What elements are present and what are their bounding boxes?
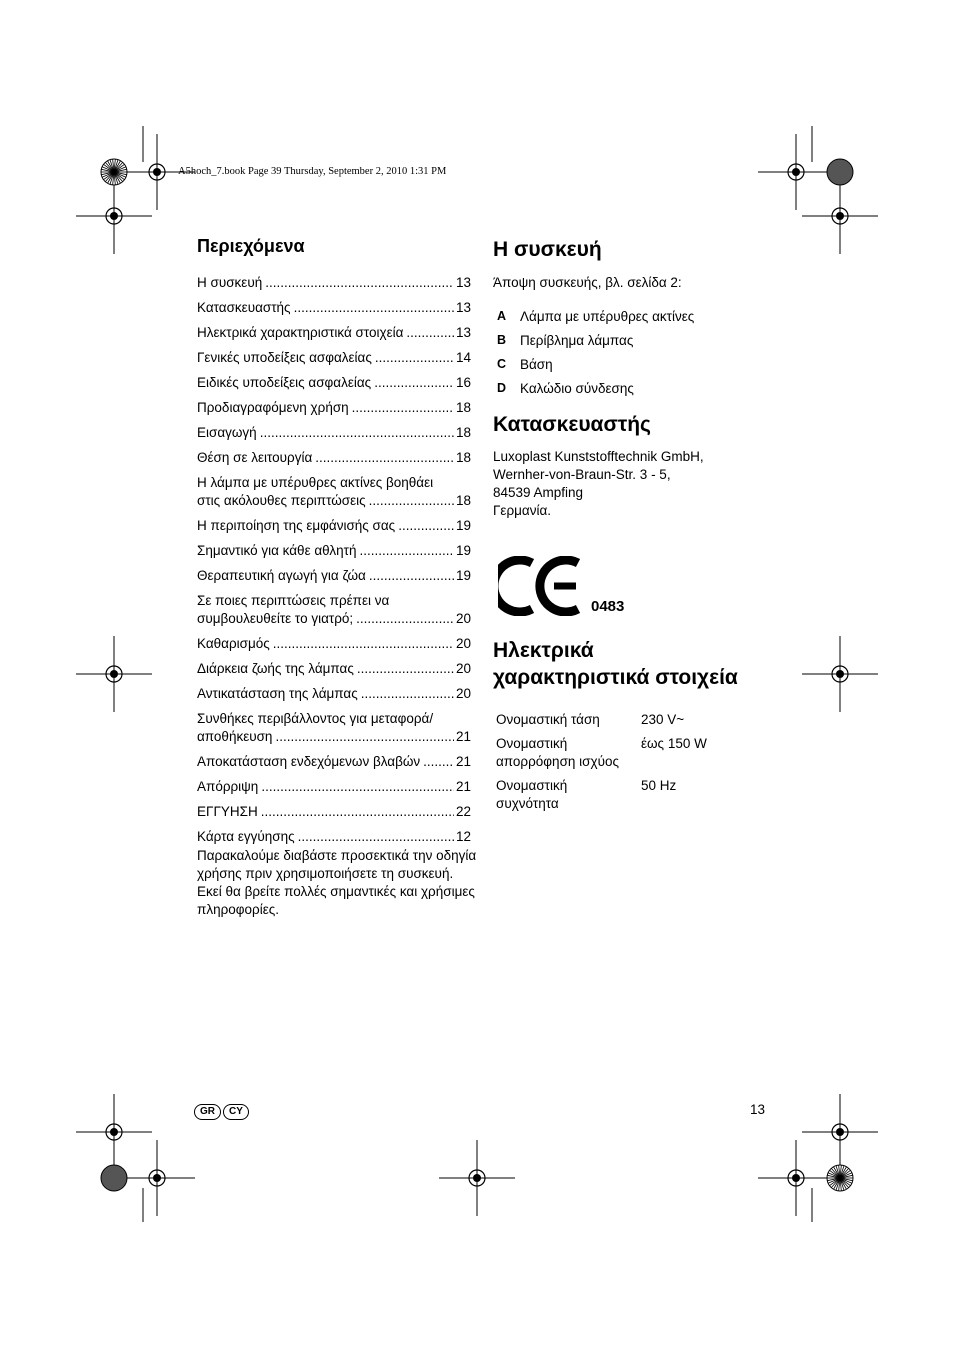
toc-entry <box>197 567 471 585</box>
ce-mark-icon <box>498 556 586 616</box>
spec-name: Ονομαστική τάση <box>496 712 600 727</box>
part-label: Καλώδιο σύνδεσης <box>520 380 634 396</box>
toc-entry <box>197 474 471 510</box>
toc-leader-dots <box>315 449 454 467</box>
toc-page-number: 12 <box>455 829 471 844</box>
spec-name: Ονομαστική συχνότητα <box>496 778 568 811</box>
toc-entry-text: Διάρκεια ζωής της λάμπας <box>197 661 354 676</box>
toc-entry <box>197 828 471 846</box>
part-letter: C <box>497 357 507 371</box>
part-item <box>497 376 694 400</box>
specs-table <box>496 711 707 819</box>
toc-entry-text: Γενικές υποδείξεις ασφαλείας <box>197 350 372 365</box>
toc-page-number: 16 <box>455 375 471 390</box>
spec-value: έως 150 W <box>641 736 707 751</box>
toc-page-number: 21 <box>455 729 471 744</box>
spec-name: Ονομαστική απορρόφηση ισχύος <box>496 736 619 769</box>
toc-entry <box>197 803 471 821</box>
print-header-stamp: A5hoch_7.book Page 39 Thursday, September 2, 2010 1:31 PM <box>178 166 447 177</box>
toc-entry-text: αποθήκευση <box>197 729 273 744</box>
toc-page-number: 18 <box>455 400 471 415</box>
toc-entry <box>197 710 471 746</box>
address-line: 84539 Ampfing <box>493 485 584 500</box>
toc-leader-dots <box>361 685 454 703</box>
toc-leader-dots <box>374 374 454 392</box>
intro-note: Παρακαλούμε διαβάστε προσεκτικά την οδηγία χρήσης πριν χρησιμοποιήσετε τη συσκευή. Εκεί θα βρείτε πολλές σημαντικές και χρήσιμες πληροφορίες. <box>197 848 477 917</box>
toc-entry-text: Προδιαγραφόμενη χρήση <box>197 400 349 415</box>
toc-page-number: 13 <box>455 300 471 315</box>
toc-leader-dots <box>273 635 454 653</box>
toc-entry-text: Σε ποιες περιπτώσεις πρέπει να <box>197 593 390 608</box>
toc-page-number: 13 <box>455 275 471 290</box>
toc-leader-dots <box>369 567 454 585</box>
toc-entry-text: Συνθήκες περιβάλλοντος για μεταφορά/ <box>197 711 434 726</box>
toc-page-number: 20 <box>455 661 471 676</box>
toc-entry-text: Εισαγωγή <box>197 425 257 440</box>
toc-page-number: 20 <box>455 611 471 626</box>
toc-entry-text: Σημαντικό για κάθε αθλητή <box>197 543 357 558</box>
toc-page-number: 13 <box>455 325 471 340</box>
toc-title: Περιεχόμενα <box>197 236 305 256</box>
toc-entry-text: Θεραπευτική αγωγή για ζώα <box>197 568 366 583</box>
color-patch-icon <box>101 159 127 185</box>
toc-entry-text: Κάρτα εγγύησης <box>197 829 295 844</box>
toc-entry-text: Η λάμπα με υπέρυθρες ακτίνες βοηθάει <box>197 475 434 490</box>
toc-entry <box>197 299 471 317</box>
part-letter: A <box>497 309 507 323</box>
toc-leader-dots <box>352 399 454 417</box>
toc-page-number: 20 <box>455 636 471 651</box>
toc-page-number: 21 <box>455 754 471 769</box>
toc-leader-dots <box>406 324 454 342</box>
toc-leader-dots <box>369 492 454 510</box>
parts-list <box>497 304 694 400</box>
color-patch-icon <box>827 1165 853 1191</box>
spec-value: 230 V~ <box>641 712 685 727</box>
toc-entry <box>197 517 471 535</box>
table-of-contents <box>197 274 471 853</box>
ce-number: 0483 <box>591 598 625 615</box>
spec-row <box>496 711 707 729</box>
toc-leader-dots <box>375 349 454 367</box>
toc-page-number: 20 <box>455 686 471 701</box>
toc-entry-text: Η συσκευή <box>197 275 263 290</box>
toc-entry <box>197 542 471 560</box>
page-number: 13 <box>750 1102 766 1117</box>
part-item <box>497 304 694 328</box>
spec-row <box>496 735 707 771</box>
toc-entry-text: Καθαρισμός <box>197 636 270 651</box>
toc-leader-dots <box>294 299 454 317</box>
toc-entry <box>197 424 471 442</box>
toc-entry <box>197 660 471 678</box>
address-line: Γερμανία. <box>493 503 552 518</box>
toc-entry-text: ΕΓΓΥΗΣΗ <box>197 804 258 819</box>
electrical-title-line: χαρακτηριστικά στοιχεία <box>493 666 738 689</box>
color-patch-icon <box>827 159 853 185</box>
toc-page-number: 14 <box>455 350 471 365</box>
toc-entry-text: στις ακόλουθες περιπτώσεις <box>197 493 366 508</box>
spec-value: 50 Hz <box>641 778 677 793</box>
toc-entry <box>197 374 471 392</box>
address-line: Luxoplast Kunststofftechnik GmbH, <box>493 449 704 464</box>
toc-entry-text: Η περιποίηση της εμφάνισής σας <box>197 518 396 533</box>
manufacturer-title: Κατασκευαστής <box>493 413 651 436</box>
manufacturer-address <box>493 448 704 520</box>
toc-entry <box>197 349 471 367</box>
spec-row <box>496 777 707 813</box>
part-label: Βάση <box>520 356 553 372</box>
toc-entry <box>197 399 471 417</box>
toc-entry <box>197 449 471 467</box>
toc-entry-text: Απόρριψη <box>197 779 259 794</box>
toc-page-number: 22 <box>455 804 471 819</box>
toc-entry <box>197 324 471 342</box>
address-line: Wernher-von-Braun-Str. 3 - 5, <box>493 467 671 482</box>
toc-entry <box>197 274 471 292</box>
toc-leader-dots <box>261 778 454 796</box>
toc-entry <box>197 778 471 796</box>
toc-entry-text: Κατασκευαστής <box>197 300 291 315</box>
toc-leader-dots <box>275 728 454 746</box>
toc-leader-dots <box>260 424 454 442</box>
part-label: Περίβλημα λάμπας <box>520 332 634 348</box>
toc-page-number: 19 <box>455 543 471 558</box>
toc-leader-dots <box>398 517 454 535</box>
toc-entry-text: Αντικατάσταση της λάμπας <box>197 686 358 701</box>
part-item <box>497 328 694 352</box>
toc-entry-text: Θέση σε λειτουργία <box>197 450 313 465</box>
toc-page-number: 18 <box>455 493 471 508</box>
part-label: Λάμπα με υπέρυθρες ακτίνες <box>520 308 695 324</box>
electrical-title <box>493 637 738 691</box>
toc-entry-text: Ηλεκτρικά χαρακτηριστικά στοιχεία <box>197 325 404 340</box>
toc-leader-dots <box>423 753 454 771</box>
toc-page-number: 21 <box>455 779 471 794</box>
toc-entry-text: συμβουλευθείτε το γιατρό; <box>197 611 354 626</box>
electrical-title-line: Ηλεκτρικά <box>493 639 594 662</box>
country-badge: GR <box>194 1104 221 1120</box>
country-badges <box>194 1104 249 1120</box>
toc-leader-dots <box>261 803 454 821</box>
toc-entry <box>197 685 471 703</box>
device-title: Η συσκευή <box>493 238 602 261</box>
toc-page-number: 19 <box>455 518 471 533</box>
toc-page-number: 18 <box>455 450 471 465</box>
toc-entry-text: Ειδικές υποδείξεις ασφαλείας <box>197 375 372 390</box>
device-subtitle: Άποψη συσκευής, βλ. σελίδα 2: <box>493 275 682 290</box>
color-patch-icon <box>101 1165 127 1191</box>
toc-entry-text: Αποκατάσταση ενδεχόμενων βλαβών <box>197 754 421 769</box>
toc-entry <box>197 635 471 653</box>
part-letter: D <box>497 381 507 395</box>
toc-leader-dots <box>265 274 454 292</box>
toc-page-number: 19 <box>455 568 471 583</box>
toc-page-number: 18 <box>455 425 471 440</box>
toc-leader-dots <box>298 828 454 846</box>
toc-leader-dots <box>356 610 454 628</box>
toc-leader-dots <box>360 542 454 560</box>
part-item <box>497 352 694 376</box>
toc-entry <box>197 592 471 628</box>
toc-leader-dots <box>357 660 454 678</box>
part-letter: B <box>497 333 507 347</box>
toc-entry <box>197 753 471 771</box>
country-badge: CY <box>223 1104 249 1120</box>
